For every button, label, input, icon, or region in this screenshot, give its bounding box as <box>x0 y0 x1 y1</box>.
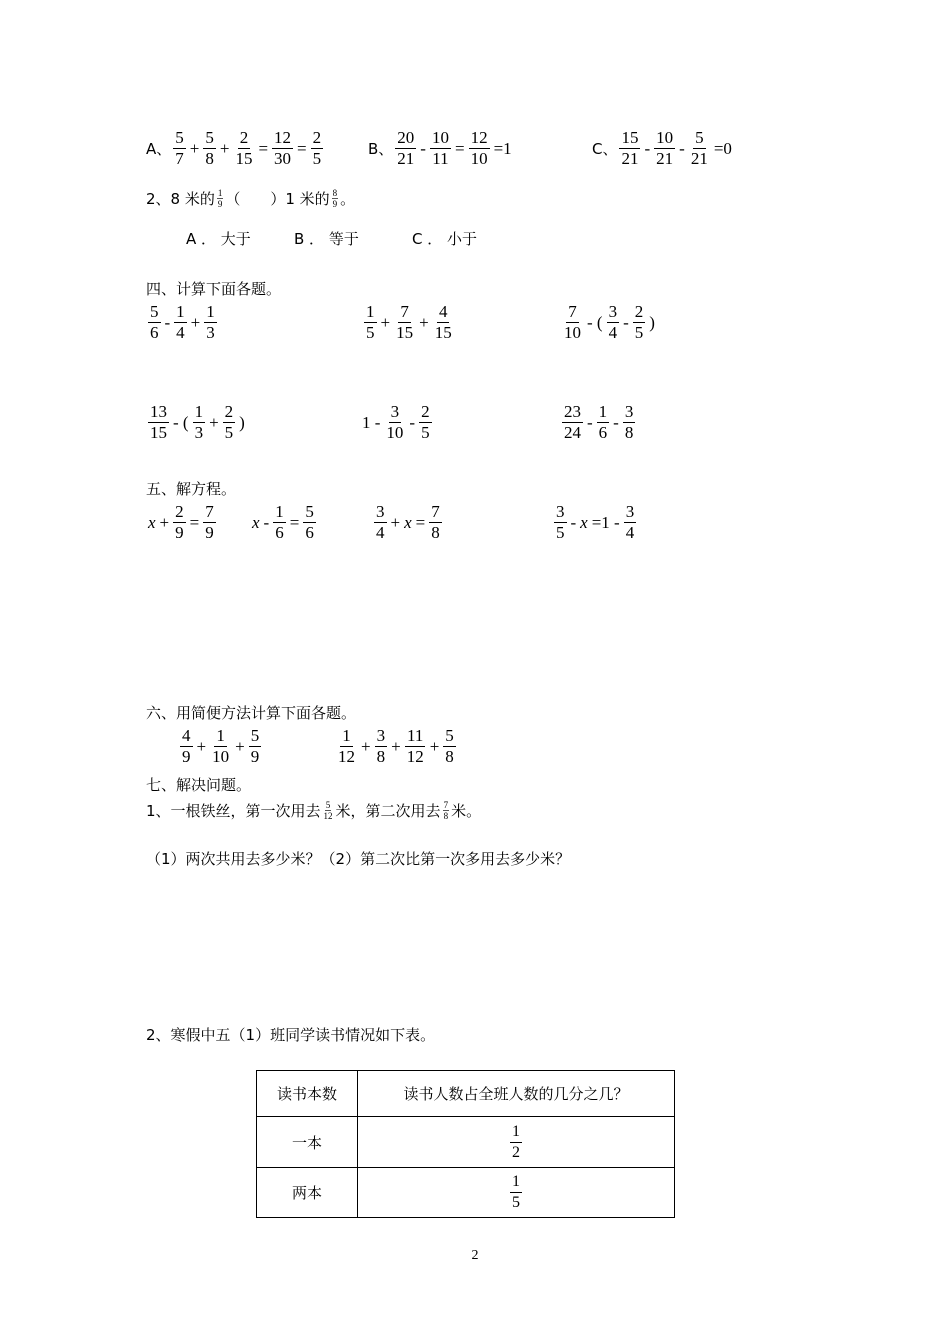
fraction: $\frac{3}{4}$ <box>376 502 385 542</box>
fraction: $\frac{7}{8}$ <box>443 800 449 821</box>
fraction: $\frac{7}{9}$ <box>205 502 214 542</box>
fraction: $\frac{7}{8}$ <box>431 502 440 542</box>
fraction: $\frac{12}{30}$ <box>274 128 292 168</box>
fraction: $\frac{11}{12}$ <box>406 726 424 766</box>
fraction: $\frac{13}{15}$ <box>150 402 167 442</box>
fraction: $\frac{8}{9}$ <box>332 188 338 209</box>
operator: + <box>189 138 200 158</box>
option-label: C、 <box>592 140 618 158</box>
fraction: $\frac{1}{6}$ <box>275 502 284 542</box>
calc-expression-1: $\frac{5}{6}$ - $\frac{1}{4}$ + $\frac{1}{3}$ <box>150 302 215 342</box>
fraction: $\frac{2}{5}$ <box>634 302 644 342</box>
fraction: $\frac{7}{15}$ <box>396 302 414 342</box>
page-number: 2 <box>471 1248 479 1263</box>
fraction: $\frac{1}{10}$ <box>212 726 230 766</box>
fraction: $\frac{1}{4}$ <box>176 302 185 342</box>
fraction: $\frac{3}{8}$ <box>624 402 634 442</box>
fraction: $\frac{12}{10}$ <box>470 128 488 168</box>
section-7-title: 七、解决问题。 <box>146 776 252 794</box>
question-2: 2、8 米的 $\frac{1}{9}$ （ ）1 米的 $\frac{8}{9}$ 。 <box>146 188 356 209</box>
fraction: $\frac{23}{24}$ <box>564 402 581 442</box>
table-cell-fraction: $\frac{1}{2}$ <box>358 1117 675 1168</box>
simplify-expression-1: $\frac{4}{9}$ + $\frac{1}{10}$ + $\frac{5}{9}$ <box>182 726 260 766</box>
equation-2: x - $\frac{1}{6}$ = $\frac{5}{6}$ <box>252 502 314 542</box>
table-header: 读书本数 <box>257 1071 358 1117</box>
option-b: B ． 等于 <box>294 230 359 248</box>
operator: - <box>679 138 685 158</box>
fraction: $\frac{2}{5}$ <box>421 402 430 442</box>
equation-3: $\frac{3}{4}$ + x = $\frac{7}{8}$ <box>376 502 440 542</box>
fraction: $\frac{3}{4}$ <box>608 302 618 342</box>
operator: - <box>644 138 651 158</box>
operator: =1 <box>493 138 512 158</box>
fraction: $\frac{1}{12}$ <box>338 726 355 766</box>
problem-1: 1、一根铁丝，第一次用去 $\frac{5}{12}$ 米，第二次用去 $\frac{7}{8}$ 米。 <box>146 800 482 821</box>
fraction: $\frac{4}{9}$ <box>182 726 191 766</box>
fraction: $\frac{2}{9}$ <box>175 502 184 542</box>
fraction: $\frac{4}{15}$ <box>434 302 452 342</box>
option-label: A、 <box>146 140 172 158</box>
simplify-expression-2: $\frac{1}{12}$ + $\frac{3}{8}$ + $\frac{11}{12}$ + $\frac{5}{8}$ <box>338 726 454 766</box>
operator: =0 <box>713 138 732 158</box>
table-cell-books: 一本 <box>257 1117 358 1168</box>
fraction: $\frac{3}{10}$ <box>386 402 404 442</box>
fraction: $\frac{1}{5}$ <box>366 302 375 342</box>
fraction: $\frac{3}{5}$ <box>556 502 565 542</box>
calc-expression-4: $\frac{13}{15}$ - ( $\frac{1}{3}$ + $\frac{2}{5}$ ) <box>150 402 245 442</box>
fraction: $\frac{3}{8}$ <box>376 726 386 766</box>
option-label: B、 <box>368 140 394 158</box>
fraction: $\frac{5}{7}$ <box>175 128 184 168</box>
equation-1: x + $\frac{2}{9}$ = $\frac{7}{9}$ <box>148 502 214 542</box>
operator: = <box>258 138 269 158</box>
section-6-title: 六、用简便方法计算下面各题。 <box>146 704 357 722</box>
section-4-title: 四、计算下面各题。 <box>146 280 282 298</box>
option-c: C ． 小于 <box>412 230 478 248</box>
fraction: $\frac{5}{12}$ <box>323 800 333 821</box>
fraction: $\frac{2}{5}$ <box>224 402 234 442</box>
problem-2: 2、寒假中五（1）班同学读书情况如下表。 <box>146 1026 436 1044</box>
operator: = <box>297 138 307 158</box>
fraction: $\frac{5}{8}$ <box>205 128 214 168</box>
fraction: $\frac{1}{6}$ <box>598 402 608 442</box>
fraction: $\frac{1}{9}$ <box>217 188 223 209</box>
fraction: $\frac{10}{21}$ <box>656 128 674 168</box>
operator: = <box>454 138 465 158</box>
section-5-title: 五、解方程。 <box>146 480 237 498</box>
problem-1-questions: （1）两次共用去多少米？（2）第二次比第一次多用去多少米？ <box>146 850 571 868</box>
table-row <box>257 1168 675 1218</box>
fraction: $\frac{2}{5}$ <box>312 128 322 168</box>
table-cell-books: 两本 <box>257 1168 358 1218</box>
table-header: 读书人数占全班人数的几分之几？ <box>358 1071 675 1117</box>
calc-expression-2: $\frac{1}{5}$ + $\frac{7}{15}$ + $\frac{4}{15}$ <box>366 302 452 342</box>
option-c-expression <box>592 128 734 169</box>
calc-expression-6: $\frac{23}{24}$ - $\frac{1}{6}$ - $\frac{3}{8}$ <box>564 402 634 442</box>
option-a-expression <box>146 128 325 169</box>
fraction: $\frac{15}{21}$ <box>621 128 639 168</box>
table-row <box>257 1117 675 1168</box>
calc-expression-5: 1 - $\frac{3}{10}$ - $\frac{2}{5}$ <box>362 402 430 442</box>
fraction: $\frac{5}{6}$ <box>150 302 159 342</box>
option-b-expression <box>368 128 514 169</box>
fraction: $\frac{10}{11}$ <box>431 128 449 168</box>
fraction: $\frac{1}{3}$ <box>194 402 204 442</box>
fraction: $\frac{1}{3}$ <box>206 302 215 342</box>
fraction: $\frac{20}{21}$ <box>397 128 415 168</box>
table-header-row <box>257 1071 675 1117</box>
fraction: $\frac{5}{9}$ <box>250 726 260 766</box>
fraction: $\frac{7}{10}$ <box>564 302 581 342</box>
table-cell-fraction: $\frac{1}{5}$ <box>358 1168 675 1218</box>
operator: - <box>420 138 426 158</box>
fraction: $\frac{5}{21}$ <box>690 128 708 168</box>
fraction: $\frac{5}{8}$ <box>445 726 454 766</box>
fraction: $\frac{5}{6}$ <box>305 502 314 542</box>
calc-expression-3: $\frac{7}{10}$ - ( $\frac{3}{4}$ - $\frac{2}{5}$ ) <box>564 302 655 342</box>
fraction: $\frac{2}{15}$ <box>235 128 253 168</box>
option-a: A ． 大于 <box>186 230 251 248</box>
fraction: $\frac{3}{4}$ <box>625 502 635 542</box>
operator: + <box>219 138 230 158</box>
equation-4: $\frac{3}{5}$ - x =1 - $\frac{3}{4}$ <box>556 502 635 542</box>
reading-table <box>256 1070 675 1218</box>
